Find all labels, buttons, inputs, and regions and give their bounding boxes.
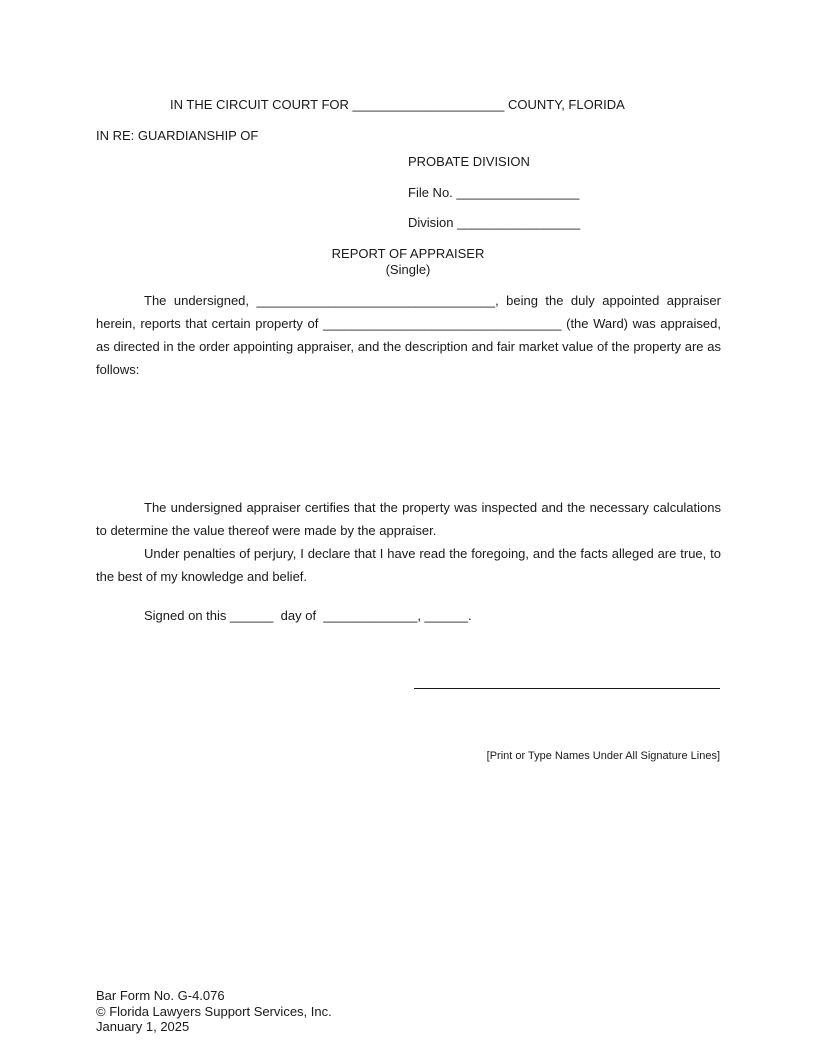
- file-no-blank-field[interactable]: _________________: [456, 185, 580, 200]
- signed-day-of: day of: [280, 608, 317, 623]
- probate-division-title: PROBATE DIVISION: [408, 154, 530, 169]
- file-no-line: [408, 185, 579, 200]
- signed-day-blank-field[interactable]: ______: [230, 608, 274, 623]
- signed-month-blank-field[interactable]: _____________: [323, 608, 418, 623]
- p1-text-b: , being the duly appointed appraiser herein, reports that certain property of: [96, 293, 721, 331]
- p3-text: Under penalties of perjury, I declare that I have read the foregoing, and the facts alleged are true, to the best of my knowledge and belief.: [96, 546, 721, 584]
- in-re-line: IN RE: GUARDIANSHIP OF: [96, 128, 259, 143]
- paragraph-certification: [96, 496, 721, 542]
- p1-text-a: The undersigned,: [144, 293, 257, 308]
- division-line: [408, 215, 580, 230]
- copyright-line: © Florida Lawyers Support Services, Inc.: [96, 1003, 332, 1019]
- form-number: Bar Form No. G-4.076: [96, 988, 225, 1003]
- court-suffix: COUNTY, FLORIDA: [507, 97, 625, 112]
- appraiser-name-blank-field[interactable]: _________________________________: [256, 293, 496, 308]
- paragraph-perjury: [96, 542, 721, 588]
- signed-year-blank-field[interactable]: ______: [424, 608, 468, 623]
- title-main: REPORT OF APPRAISER: [331, 246, 485, 261]
- document-title: [0, 246, 816, 278]
- file-no-label: File No.: [408, 185, 453, 200]
- division-blank-field[interactable]: _________________: [457, 215, 581, 230]
- signed-prefix: Signed on this: [144, 608, 227, 623]
- form-footer: [96, 988, 332, 1035]
- form-date: January 1, 2025: [96, 1019, 190, 1034]
- county-blank-field[interactable]: _____________________: [352, 97, 505, 112]
- court-heading: [170, 97, 625, 112]
- ward-name-blank-field[interactable]: _________________________________: [322, 316, 562, 331]
- p2-text: The undersigned appraiser certifies that the property was inspected and the necessary calculations to determine the value thereof were made by the appraiser.: [96, 500, 721, 538]
- signed-date-line: Signed on this ______ day of _____________, ______.: [144, 608, 472, 623]
- court-prefix: IN THE CIRCUIT COURT FOR: [170, 97, 349, 112]
- signature-line[interactable]: [414, 688, 720, 689]
- title-sub: (Single): [385, 262, 431, 277]
- signature-note: [Print or Type Names Under All Signature Lines]: [486, 750, 720, 762]
- p1-text-c: (the Ward) was appraised, as directed in the order appointing appraiser, and the description and fair market value of the property are as follows:: [96, 316, 721, 377]
- paragraph-appraisal: [96, 289, 721, 381]
- division-label: Division: [408, 215, 454, 230]
